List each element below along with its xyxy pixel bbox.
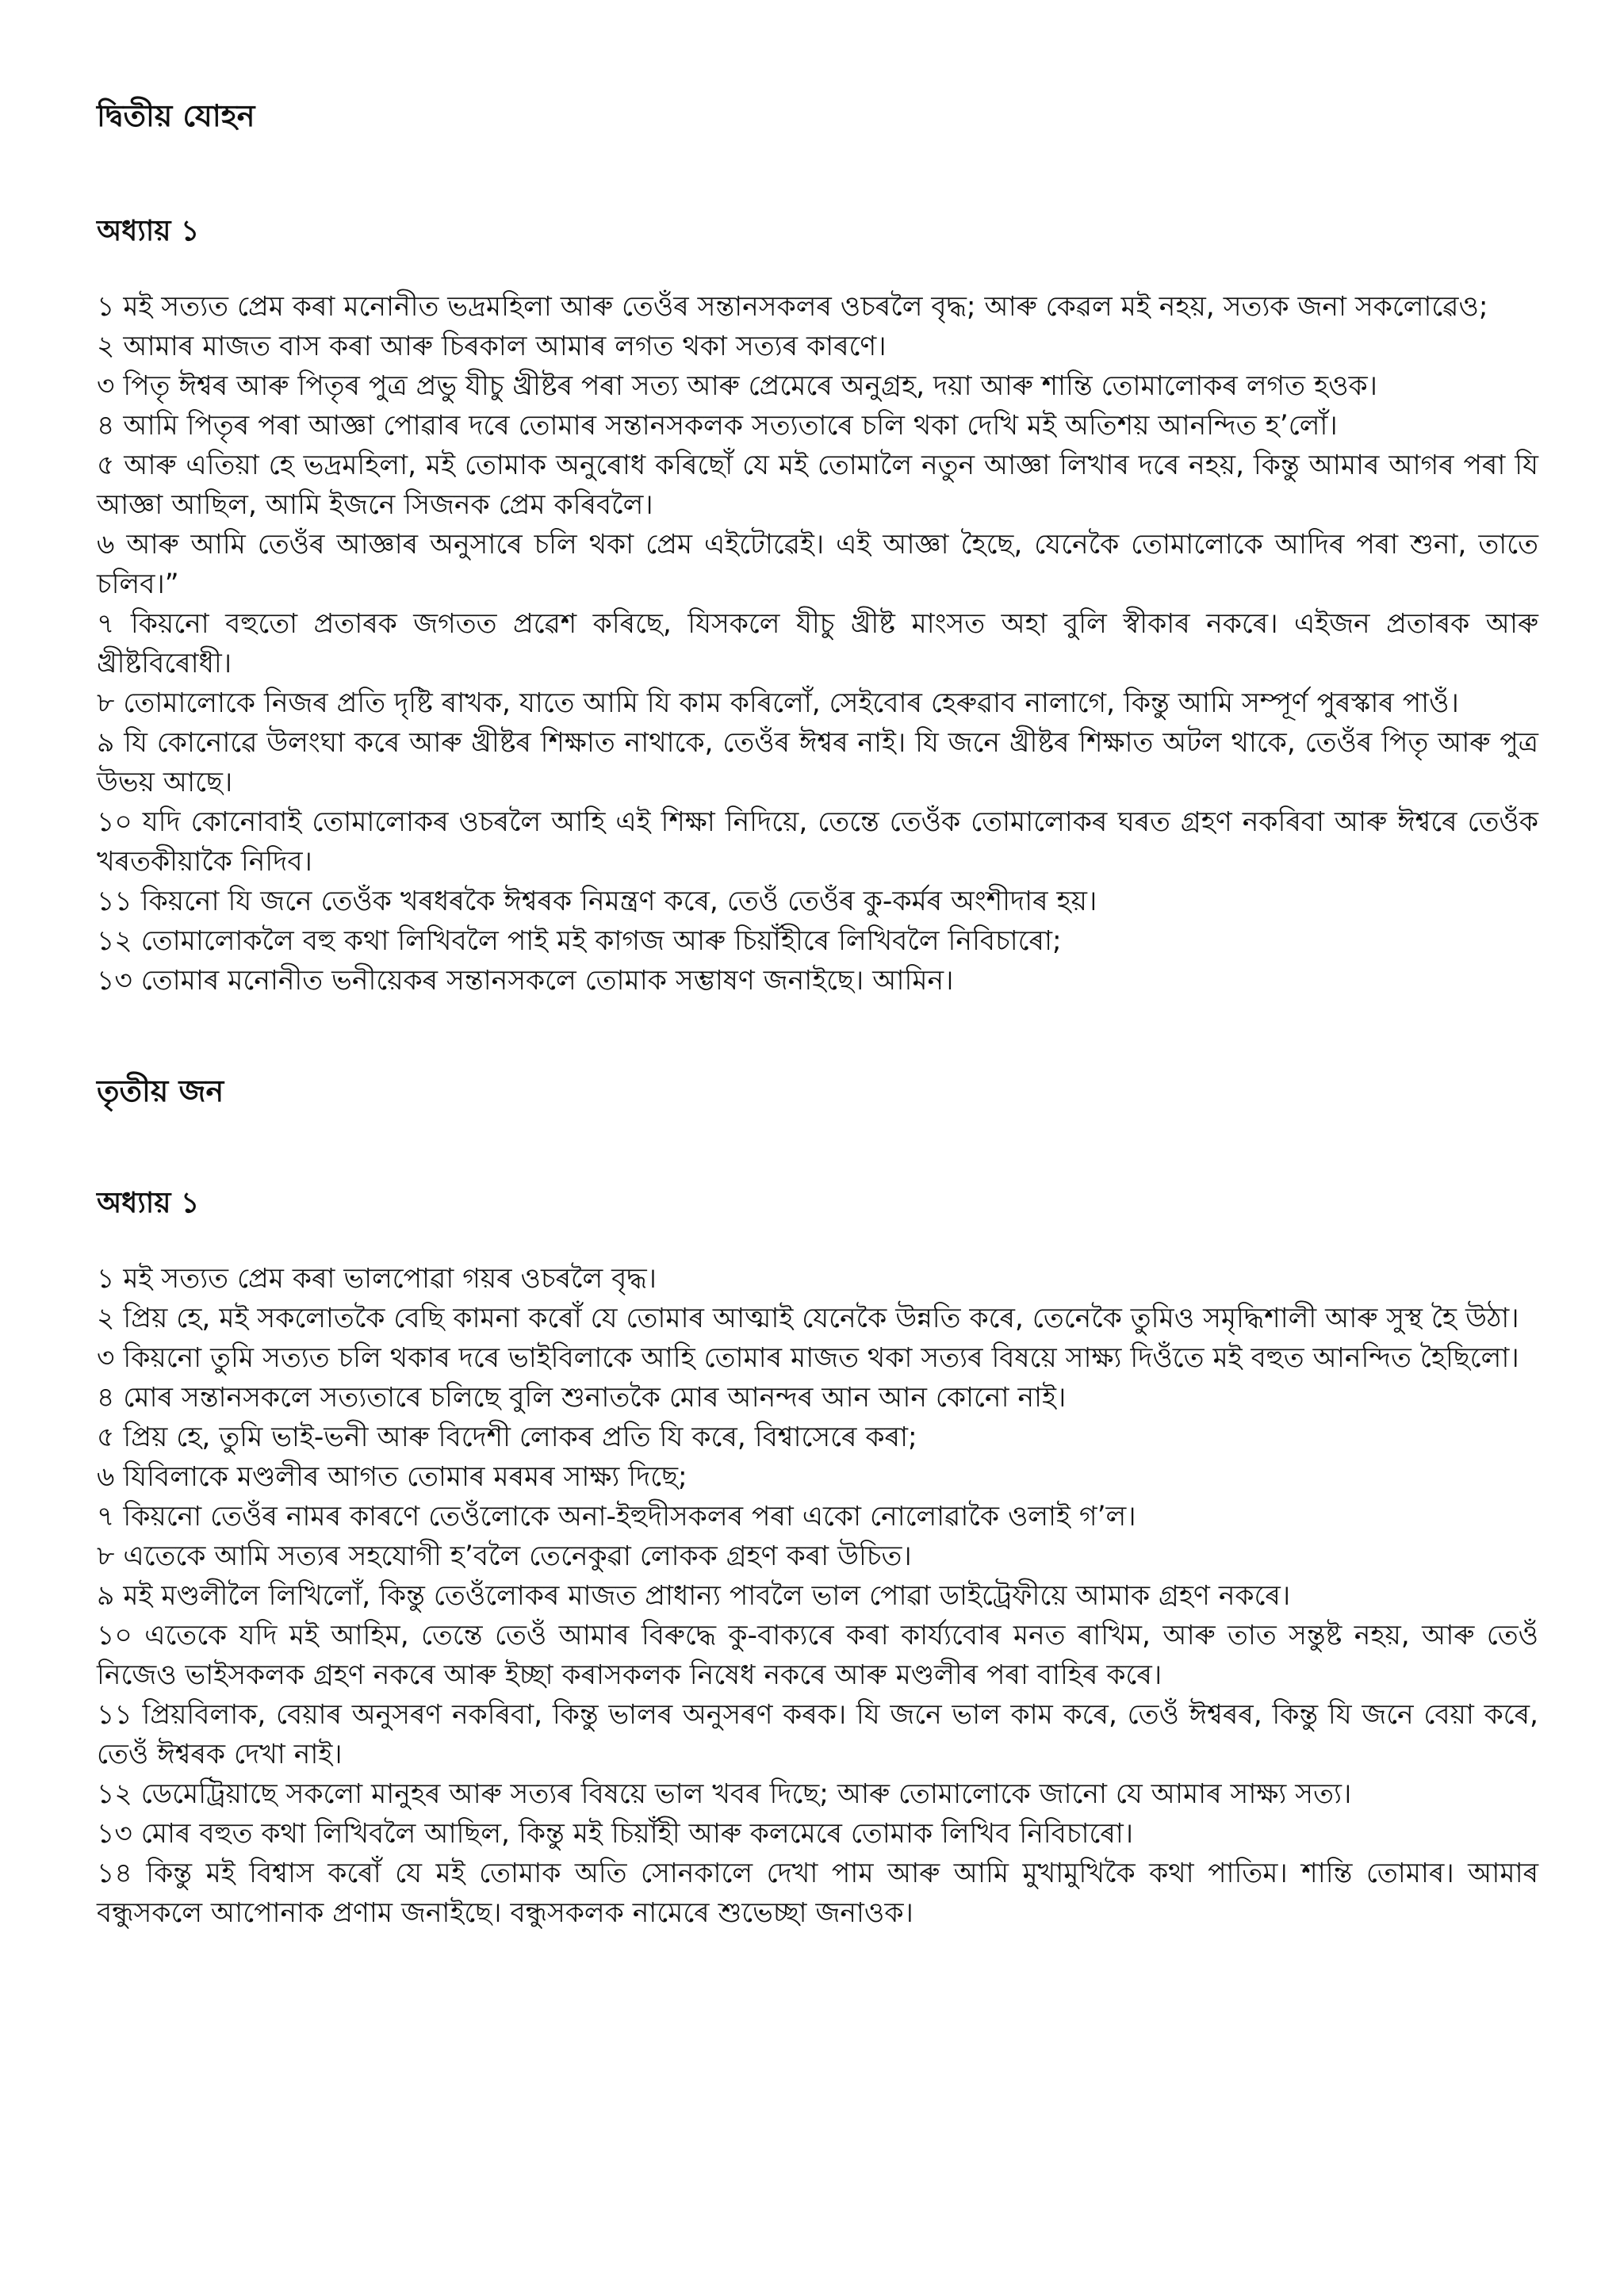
verse: ৫ আৰু এতিয়া হে ভদ্ৰমহিলা, মই তোমাক অনুৰোধ কৰিছোঁ যে মই তোমালৈ নতুন আজ্ঞা লিখাৰ দৰে নহয়, কিন্তু আমাৰ আগৰ পৰা যি আজ্ঞা আছিল, আমি ইজনে সিজনক প্ৰেম কৰিবলৈ। bbox=[97, 450, 1538, 521]
chapter-title: অধ্যায় ১ bbox=[97, 215, 200, 247]
book-title: তৃতীয় জন bbox=[97, 1073, 224, 1108]
verse: ৫ প্ৰিয় হে, তুমি ভাই-ভনী আৰু বিদেশী লোকৰ প্ৰতি যি কৰে, বিশ্বাসেৰে কৰা; bbox=[97, 1422, 917, 1453]
verse: ৪ আমি পিতৃৰ পৰা আজ্ঞা পোৱাৰ দৰে তোমাৰ সন্তানসকলক সত্যতাৰে চলি থকা দেখি মই অতিশয় আনন্দিত হ’লোঁ। bbox=[97, 410, 1338, 442]
verse: ১২ ডেমেট্ৰিয়াছে সকলো মানুহৰ আৰু সত্যৰ বিষয়ে ভাল খবৰ দিছে; আৰু তোমালোকে জানো যে আমাৰ সাক্ষ্য সত্য। bbox=[97, 1778, 1352, 1810]
verse: ২ আমাৰ মাজত বাস কৰা আৰু চিৰকাল আমাৰ লগত থকা সত্যৰ কাৰণে। bbox=[97, 331, 887, 362]
verse: ৮ তোমালোকে নিজৰ প্ৰতি দৃষ্টি ৰাখক, যাতে আমি যি কাম কৰিলোঁ, সেইবোৰ হেৰুৱাব নালাগে, কিন্তু আমি সম্পূৰ্ণ পুৰস্কাৰ পাওঁ। bbox=[97, 687, 1459, 719]
verse: ৮ এতেকে আমি সত্যৰ সহযোগী হ’বলৈ তেনেকুৱা লোকক গ্ৰহণ কৰা উচিত। bbox=[97, 1540, 912, 1572]
verse: ৩ কিয়নো তুমি সত্যত চলি থকাৰ দৰে ভাইবিলাকে আহি তোমাৰ মাজত থকা সত্যৰ বিষয়ে সাক্ষ্য দিওঁতে মই বহুত আনন্দিত হৈছিলো। bbox=[97, 1342, 1519, 1374]
verse: ৯ যি কোনোৱে উলংঘা কৰে আৰু খ্ৰীষ্টৰ শিক্ষাত নাথাকে, তেওঁৰ ঈশ্বৰ নাই। যি জনে খ্ৰীষ্টৰ শিক্ষাত অটল থাকে, তেওঁৰ পিতৃ আৰু পুত্ৰ উভয় আছে। bbox=[97, 727, 1538, 798]
verse: ৯ মই মণ্ডলীলৈ লিখিলোঁ, কিন্তু তেওঁলোকৰ মাজত প্ৰাধান্য পাবলৈ ভাল পোৱা ডাইট্ৰেফীয়ে আমাক গ্ৰহণ নকৰে। bbox=[97, 1580, 1291, 1612]
verse: ৭ কিয়নো তেওঁৰ নামৰ কাৰণে তেওঁলোকে অনা-ইহুদীসকলৰ পৰা একো নোলোৱাকৈ ওলাই গ’ল। bbox=[97, 1501, 1136, 1533]
document-page bbox=[97, 94, 1538, 1933]
book-second-john bbox=[97, 94, 1538, 1001]
book-title: দ্বিতীয় যোহন bbox=[97, 98, 255, 133]
verse: ১১ প্ৰিয়বিলাক, বেয়াৰ অনুসৰণ নকৰিবা, কিন্তু ভালৰ অনুসৰণ কৰক। যি জনে ভাল কাম কৰে, তেওঁ ঈশ্বৰৰ, কিন্তু যি জনে বেয়া কৰে, তেওঁ ঈশ্বৰক দেখা নাই। bbox=[97, 1699, 1538, 1770]
verse: ৭ কিয়নো বহুতো প্ৰতাৰক জগতত প্ৰৱেশ কৰিছে, যিসকলে যীচু খ্ৰীষ্ট মাংসত অহা বুলি স্বীকাৰ নকৰে। এইজন প্ৰতাৰক আৰু খ্ৰীষ্টবিৰোধী। bbox=[97, 608, 1538, 679]
verse: ২ প্ৰিয় হে, মই সকলোতকৈ বেছি কামনা কৰোঁ যে তোমাৰ আত্মাই যেনেকৈ উন্নতি কৰে, তেনেকৈ তুমিও সমৃদ্ধিশালী আৰু সুস্থ হৈ উঠা। bbox=[97, 1303, 1519, 1334]
chapter-title: অধ্যায় ১ bbox=[97, 1187, 200, 1219]
verse: ১৪ কিন্তু মই বিশ্বাস কৰোঁ যে মই তোমাক অতি সোনকালে দেখা পাম আৰু আমি মুখামুখিকৈ কথা পাতিম। শান্তি তোমাৰ। আমাৰ বন্ধুসকলে আপোনাক প্ৰণাম জনাইছে। বন্ধুসকলক নামেৰে শুভেচ্ছা জনাওক। bbox=[97, 1858, 1538, 1929]
verse: ১৩ তোমাৰ মনোনীত ভনীয়েকৰ সন্তানসকলে তোমাক সম্ভাষণ জনাইছে। আমিন। bbox=[97, 965, 954, 997]
verse: ৬ যিবিলাকে মণ্ডলীৰ আগত তোমাৰ মৰমৰ সাক্ষ্য দিছে; bbox=[97, 1461, 688, 1493]
verse: ১ মই সত্যত প্ৰেম কৰা মনোনীত ভদ্ৰমহিলা আৰু তেওঁৰ সন্তানসকলৰ ওচৰলৈ বৃদ্ধ; আৰু কেৱল মই নহয়, সত্যক জনা সকলোৱেও; bbox=[97, 291, 1488, 323]
verse: ১০ যদি কোনোবাই তোমালোকৰ ওচৰলৈ আহি এই শিক্ষা নিদিয়ে, তেন্তে তেওঁক তোমালোকৰ ঘৰত গ্ৰহণ নকৰিবা আৰু ঈশ্বৰে তেওঁক খৰতকীয়াকৈ নিদিব। bbox=[97, 806, 1538, 878]
verse: ১৩ মোৰ বহুত কথা লিখিবলৈ আছিল, কিন্তু মই চিয়াঁহী আৰু কলমেৰে তোমাক লিখিব নিবিচাৰো। bbox=[97, 1818, 1134, 1850]
verse: ৪ মোৰ সন্তানসকলে সত্যতাৰে চলিছে বুলি শুনাতকৈ মোৰ আনন্দৰ আন আন কোনো নাই। bbox=[97, 1382, 1067, 1414]
verse: ১২ তোমালোকলৈ বহু কথা লিখিবলৈ পাই মই কাগজ আৰু চিয়াঁহীৰে লিখিবলৈ নিবিচাৰো; bbox=[97, 925, 1062, 957]
verse-list bbox=[97, 1259, 1538, 1933]
verse: ১ মই সত্যত প্ৰেম কৰা ভালপোৱা গয়ৰ ওচৰলৈ বৃদ্ধ। bbox=[97, 1263, 657, 1295]
verse: ৬ আৰু আমি তেওঁৰ আজ্ঞাৰ অনুসাৰে চলি থকা প্ৰেম এইটোৱেই। এই আজ্ঞা হৈছে, যেনেকৈ তোমালোকে আদিৰ পৰা শুনা, তাতে চলিব।” bbox=[97, 529, 1538, 600]
verse: ১১ কিয়নো যি জনে তেওঁক খৰধৰকৈ ঈশ্বৰক নিমন্ত্ৰণ কৰে, তেওঁ তেওঁৰ কু-কৰ্মৰ অংশীদাৰ হয়। bbox=[97, 886, 1097, 917]
verse: ৩ পিতৃ ঈশ্বৰ আৰু পিতৃৰ পুত্ৰ প্ৰভু যীচু খ্ৰীষ্টৰ পৰা সত্য আৰু প্ৰেমেৰে অনুগ্ৰহ, দয়া আৰু শান্তি তোমালোকৰ লগত হওক। bbox=[97, 370, 1377, 402]
verse: ১০ এতেকে যদি মই আহিম, তেন্তে তেওঁ আমাৰ বিৰুদ্ধে কু-বাক্যৰে কৰা কাৰ্য্যবোৰ মনত ৰাখিম, আৰু তাত সন্তুষ্ট নহয়, আৰু তেওঁ নিজেও ভাইসকলক গ্ৰহণ নকৰে আৰু ইচ্ছা কৰাসকলক নিষেধ নকৰে আৰু মণ্ডলীৰ পৰা বাহিৰ কৰে। bbox=[97, 1620, 1538, 1691]
verse-list bbox=[97, 287, 1538, 1001]
book-third-john bbox=[97, 1069, 1538, 1933]
